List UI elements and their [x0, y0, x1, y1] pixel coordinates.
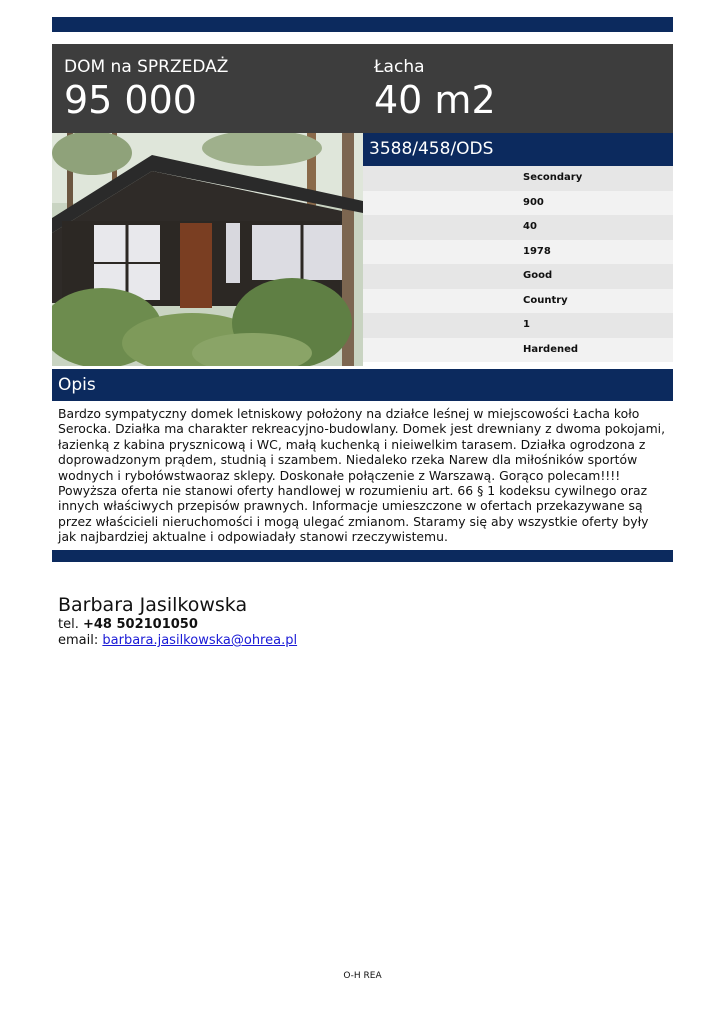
- email-link[interactable]: barbara.jasilkowska@ohrea.pl: [102, 633, 298, 648]
- agent-phone-line: [58, 617, 297, 633]
- section-divider-bar: [52, 550, 673, 562]
- description-text: Bardzo sympatyczny domek letniskowy położony na działce leśnej w miejscowości Łacha koło Serocka. Działka ma charakter rekreacyjno-budowlany. Domek jest drewniany z dwoma pokojami, łazienką z kabina prysznicową i WC, małą kuchenką i nieiwelkim tarasem. Działka ogrodzona z doprowadzonym prądem, studnią i szambem. Niedaleko rzeka Narew dla miłośników sportów wodnych i rybołówstwaoraz sklepy. Doskonałe połączenie z Warszawą. Gorąco polecam!!!! Powyższa oferta nie stanowi oferty handlowej w rozumieniu art. 66 § 1 kodeksu cywilnego oraz innych właściwych przepisów prawnych. Informacje umieszczone w ofertach przekazywane są przez właścicieli nieruchomości i mogą ulegać zmianom. Staramy się aby wszystkie oferty były jak najbardziej aktualne i odpowiadały stanowi rzeczywistemu.: [58, 406, 666, 545]
- price-value: 95 000: [64, 78, 197, 122]
- spec-row: 900: [363, 191, 673, 216]
- spec-row: Hardened: [363, 338, 673, 363]
- phone-label: tel.: [58, 617, 79, 632]
- phone-number[interactable]: +48 502101050: [82, 617, 198, 632]
- spec-row: 40: [363, 215, 673, 240]
- spec-row: Good: [363, 264, 673, 289]
- spec-row: Secondary: [363, 166, 673, 191]
- property-photo: [52, 133, 363, 366]
- reference-number: 3588/458/ODS: [363, 133, 673, 166]
- top-accent-bar: [52, 17, 673, 32]
- footer-brand: O-H REA: [343, 971, 382, 981]
- location-label: Łacha: [374, 57, 425, 77]
- agent-email-line: [58, 633, 297, 649]
- area-value: 40 m2: [374, 78, 496, 122]
- spec-row: 1: [363, 313, 673, 338]
- specs-table: [363, 166, 673, 362]
- listing-summary-header: [52, 44, 673, 133]
- agent-contact: [58, 593, 297, 649]
- agent-name: Barbara Jasilkowska: [58, 594, 248, 616]
- spec-row: 1978: [363, 240, 673, 265]
- email-label: email:: [58, 633, 99, 648]
- location-block: [374, 56, 496, 122]
- price-block: [64, 56, 228, 122]
- listing-type-label: DOM na SPRZEDAŻ: [64, 57, 229, 77]
- spec-row: Country: [363, 289, 673, 314]
- description-heading: Opis: [52, 369, 673, 401]
